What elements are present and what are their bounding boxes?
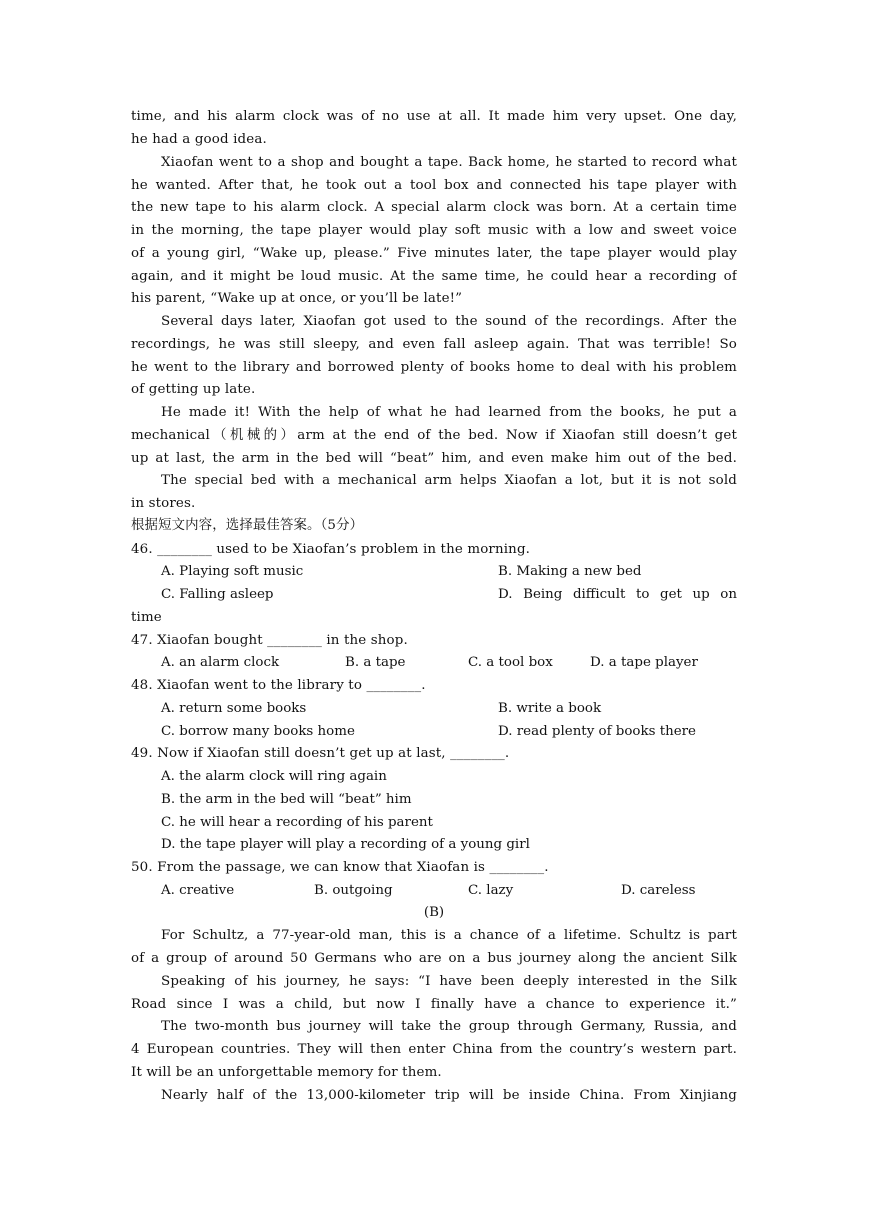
passage-b-line: of a group of around 50 Germans who are on a bus journey along the ancient Silk — [131, 951, 737, 966]
passage-a-line: he went to the library and borrowed plenty of books home to deal with his problem — [131, 360, 737, 375]
question-47-option-b: B. a tape — [345, 655, 406, 670]
passage-a-line: again, and it might be loud music. At the same time, he could hear a recording of — [131, 269, 737, 284]
question-46-option-a: A. Playing soft music — [161, 564, 304, 579]
passage-a-line: Xiaofan went to a shop and bought a tape. Back home, he started to record what — [161, 155, 737, 170]
passage-a-line: He made it! With the help of what he had learned from the books, he put a — [161, 405, 737, 420]
question-50-option-c: C. lazy — [468, 883, 514, 898]
passage-a-line: his parent, “Wake up at once, or you’ll be late!” — [131, 291, 463, 306]
question-50-stem: 50. From the passage, we can know that Xiaofan is ________. — [131, 860, 549, 875]
passage-b-line: Nearly half of the 13,000-kilometer trip will be inside China. From Xinjiang — [161, 1088, 737, 1103]
passage-a-line: up at last, the arm in the bed will “beat” him, and even make him out of the bed. — [131, 451, 737, 466]
question-48-stem: 48. Xiaofan went to the library to ________. — [131, 678, 426, 693]
question-50-option-a: A. creative — [161, 883, 235, 898]
passage-a-line: of a young girl, “Wake up, please.” Five minutes later, the tape player would play — [131, 246, 737, 261]
passage-a-line: the new tape to his alarm clock. A special alarm clock was born. At a certain time — [131, 200, 737, 215]
question-46-option-d-continued: time — [131, 610, 162, 625]
passage-a-line: of getting up late. — [131, 382, 256, 397]
passage-b-heading: (B) — [423, 905, 445, 920]
question-48-option-d: D. read plenty of books there — [498, 724, 696, 739]
passage-a-line: time, and his alarm clock was of no use at all. It made him very upset. One day, — [131, 109, 737, 124]
passage-b-line: 4 European countries. They will then enter China from the country’s western part. — [131, 1042, 737, 1057]
passage-a-line: recordings, he was still sleepy, and even fall asleep again. That was terrible! So — [131, 337, 737, 352]
passage-b-line: It will be an unforgettable memory for them. — [131, 1065, 442, 1080]
question-46-option-d: D. Being difficult to get up on — [498, 587, 737, 602]
passage-a-line: in the morning, the tape player would play soft music with a low and sweet voice — [131, 223, 737, 238]
passage-a-line: he had a good idea. — [131, 132, 267, 147]
passage-a-line: mechanical（机械的）arm at the end of the bed. Now if Xiaofan still doesn’t get — [131, 428, 737, 443]
question-49-option-a: A. the alarm clock will ring again — [161, 769, 387, 784]
question-50-option-b: B. outgoing — [314, 883, 393, 898]
question-47-option-a: A. an alarm clock — [161, 655, 280, 670]
question-48-option-a: A. return some books — [161, 701, 307, 716]
question-47-stem: 47. Xiaofan bought ________ in the shop. — [131, 633, 408, 648]
question-46-option-b: B. Making a new bed — [498, 564, 642, 579]
question-47-option-d: D. a tape player — [590, 655, 698, 670]
passage-b-line: Road since I was a child, but now I finally have a chance to experience it.” — [131, 997, 737, 1012]
question-48-option-c: C. borrow many books home — [161, 724, 355, 739]
question-49-option-d: D. the tape player will play a recording of a young girl — [161, 837, 530, 852]
question-48-option-b: B. write a book — [498, 701, 602, 716]
passage-b-line: The two-month bus journey will take the group through Germany, Russia, and — [161, 1019, 737, 1034]
question-49-option-b: B. the arm in the bed will “beat” him — [161, 792, 412, 807]
question-46-option-c: C. Falling asleep — [161, 587, 274, 602]
passage-a-line: The special bed with a mechanical arm helps Xiaofan a lot, but it is not sold — [161, 473, 737, 488]
question-47-option-c: C. a tool box — [468, 655, 553, 670]
passage-a-line: Several days later, Xiaofan got used to the sound of the recordings. After the — [161, 314, 737, 329]
passage-b-line: For Schultz, a 77-year-old man, this is a chance of a lifetime. Schultz is part — [161, 928, 737, 943]
passage-a-line: in stores. — [131, 496, 196, 511]
question-50-option-d: D. careless — [621, 883, 696, 898]
section-instruction: 根据短文内容，选择最佳答案。（5分） — [131, 518, 364, 533]
question-46-stem: 46. ________ used to be Xiaofan’s problem in the morning. — [131, 542, 531, 557]
passage-a-line: he wanted. After that, he took out a tool box and connected his tape player with — [131, 178, 737, 193]
passage-b-line: Speaking of his journey, he says: “I have been deeply interested in the Silk — [161, 974, 737, 989]
question-49-stem: 49. Now if Xiaofan still doesn’t get up at last, ________. — [131, 746, 510, 761]
question-49-option-c: C. he will hear a recording of his parent — [161, 815, 433, 830]
